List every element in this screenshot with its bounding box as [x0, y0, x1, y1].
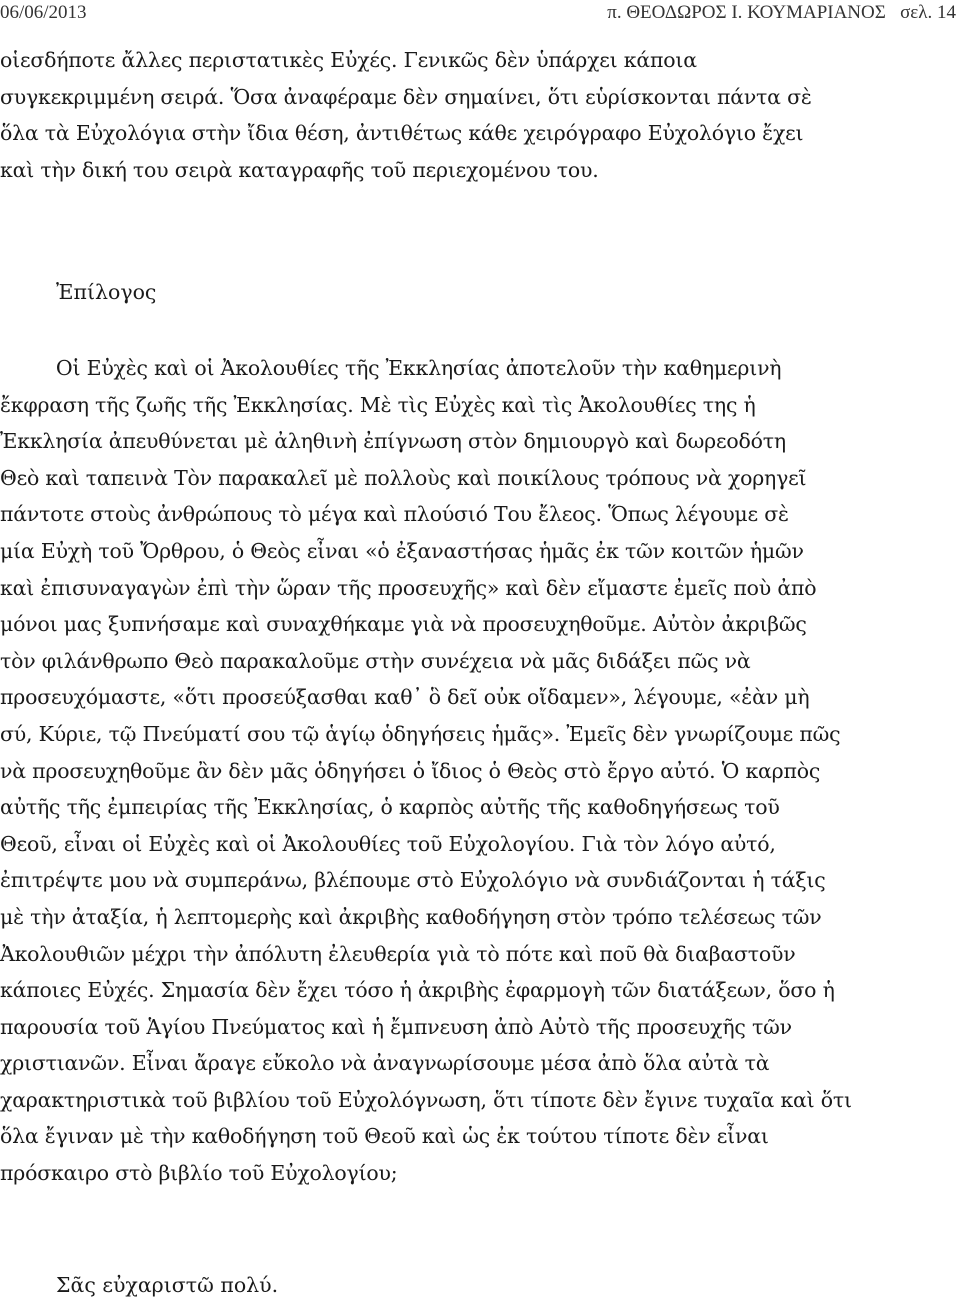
text-line: καὶ ἐπισυναγαγὼν ἐπὶ τὴν ὥραν τῆς προσευχῆς» καὶ δὲν εἴμαστε ἐμεῖς ποὺ ἀπὸ	[0, 575, 817, 600]
text-line: Θεὸ καὶ ταπεινὰ Τὸν παρακαλεῖ μὲ πολλοὺς καὶ ποικίλους τρόπους νὰ χορηγεῖ	[0, 465, 807, 490]
text-line: χριστιανῶν. Εἶναι ἄραγε εὔκολο νὰ ἀναγνωρίσουμε μέσα ἀπὸ ὅλα αὐτὰ τὰ	[0, 1051, 770, 1076]
header-author: π. ΘΕΟΔΩΡΟΣ Ι. ΚΟΥΜΑΡΙΑΝΟΣ	[607, 2, 886, 23]
text-line: ἔκφραση τῆς ζωῆς τῆς Ἐκκλησίας. Μὲ τὶς Εὐχὲς καὶ τὶς Ἀκολουθίες της ἡ	[0, 392, 756, 417]
text-line: μόνοι μας ξυπνήσαμε καὶ συναχθήκαμε γιὰ νὰ προσευχηθοῦμε. Αὐτὸν ἀκριβῶς	[0, 612, 807, 637]
page-number: σελ. 14	[900, 2, 956, 23]
text-line: χαρακτηριστικὰ τοῦ βιβλίου τοῦ Εὐχολόγνωση, ὅτι τίποτε δὲν ἔγινε τυχαῖα καὶ ὅτι	[0, 1087, 852, 1112]
text-line: αὐτῆς τῆς ἐμπειρίας τῆς Ἐκκλησίας, ὁ καρπὸς αὐτῆς τῆς καθοδηγήσεως τοῦ	[0, 795, 780, 820]
text-line: Θεοῦ, εἶναι οἱ Εὐχὲς καὶ οἱ Ἀκολουθίες τοῦ Εὐχολογίου. Γιὰ τὸν λόγο αὐτό,	[0, 831, 776, 856]
header-running-title	[607, 2, 956, 24]
text-line: Ἐκκλησία ἀπευθύνεται μὲ ἀληθινὴ ἐπίγνωση στὸν δημιουργὸ καὶ δωρεοδότη	[0, 429, 786, 454]
text-line: μία Εὐχὴ τοῦ Ὄρθρου, ὁ Θεὸς εἶναι «ὁ ἐξαναστήσας ἡμᾶς ἐκ τῶν κοιτῶν ἡμῶν	[0, 538, 804, 563]
text-line: οἱεσδήποτε ἄλλες περιστατικὲς Εὐχές. Γενικῶς δὲν ὑπάρχει κάποια	[0, 48, 697, 72]
section-heading-epilogue: Ἐπίλογος	[56, 280, 157, 304]
text-line: πρόσκαιρο στὸ βιβλίο τοῦ Εὐχολογίου;	[0, 1161, 398, 1186]
page-header	[0, 2, 956, 30]
text-line: καὶ τὴν δική του σειρὰ καταγραφῆς τοῦ περιεχομένου του.	[0, 157, 599, 182]
text-line: ὅλα ἔγιναν μὲ τὴν καθοδήγηση τοῦ Θεοῦ καὶ ὡς ἐκ τούτου τίποτε δὲν εἶναι	[0, 1124, 769, 1149]
text-line: παρουσία τοῦ Ἁγίου Πνεύματος καὶ ἡ ἔμπνευση ἀπὸ Αὐτὸ τῆς προσευχῆς τῶν	[0, 1014, 792, 1039]
closing-thanks: Σᾶς εὐχαριστῶ πολύ.	[56, 1273, 279, 1297]
text-line: Ἀκολουθιῶν μέχρι τὴν ἀπόλυτη ἐλευθερία γιὰ τὸ πότε καὶ ποῦ θὰ διαβαστοῦν	[0, 941, 796, 966]
text-line: τὸν φιλάνθρωπο Θεὸ παρακαλοῦμε στὴν συνέχεια νὰ μᾶς διδάξει πῶς νὰ	[0, 648, 751, 673]
text-line: ὅλα τὰ Εὐχολόγια στὴν ἴδια θέση, ἀντιθέτως κάθε χειρόγραφο Εὐχολόγιο ἔχει	[0, 121, 804, 146]
text-line: μὲ τὴν ἀταξία, ἡ λεπτομερὴς καὶ ἀκριβὴς καθοδήγηση στὸν τρόπο τελέσεως τῶν	[0, 904, 822, 929]
text-line: πάντοτε στοὺς ἀνθρώπους τὸ μέγα καὶ πλούσιό Του ἔλεος. Ὅπως λέγουμε σὲ	[0, 502, 789, 527]
text-line: σύ, Κύριε, τῷ Πνεύματί σου τῷ ἁγίῳ ὁδηγήσεις ἡμᾶς». Ἐμεῖς δὲν γνωρίζουμε πῶς	[0, 721, 841, 746]
paragraph-intro	[0, 42, 958, 188]
text-line: νὰ προσευχηθοῦμε ἂν δὲν μᾶς ὁδηγήσει ὁ ἴδιος ὁ Θεὸς στὸ ἔργο αὐτό. Ὁ καρπὸς	[0, 758, 821, 783]
header-date: 06/06/2013	[0, 2, 87, 23]
text-line: ἐπιτρέψτε μου νὰ συμπεράνω, βλέπουμε στὸ Εὐχολόγιο νὰ συνδιάζονται ἡ τάξις	[0, 868, 826, 893]
text-line: κάποιες Εὐχές. Σημασία δὲν ἔχει τόσο ἡ ἀκριβὴς ἐφαρμογὴ τῶν διατάξεων, ὅσο ἡ	[0, 978, 835, 1003]
text-line: Οἱ Εὐχὲς καὶ οἱ Ἀκολουθίες τῆς Ἐκκλησίας ἀποτελοῦν τὴν καθημερινὴ	[55, 356, 782, 380]
paragraph-epilogue	[0, 350, 958, 1192]
text-line: προσευχόμαστε, «ὅτι προσεύξασθαι καθ᾽ ὃ δεῖ οὐκ οἴδαμεν», λέγουμε, «ἐὰν μὴ	[0, 685, 810, 710]
text-line: συγκεκριμμένη σειρά. Ὅσα ἀναφέραμε δὲν σημαίνει, ὅτι εὑρίσκονται πάντα σὲ	[0, 84, 812, 109]
